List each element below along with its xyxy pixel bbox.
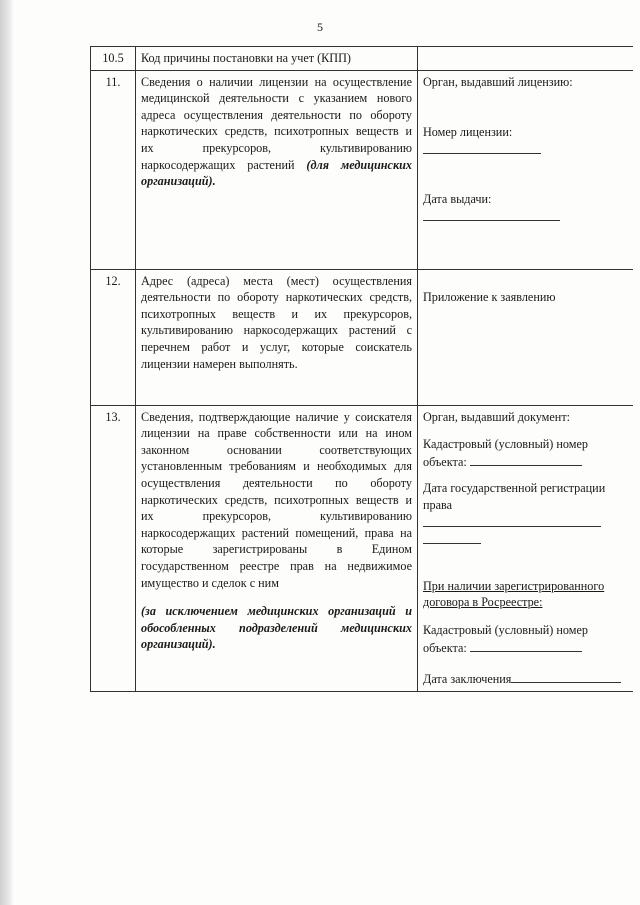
license-info-note: (для медицинских организаций). xyxy=(141,157,412,189)
row-value xyxy=(418,405,634,691)
conclusion-date-field[interactable] xyxy=(511,670,621,683)
license-info-text: Сведения о наличии лицензии на осуществление медицинской деятельности с указанием нового адреса осуществления деятельности по обороту наркотических средств, психотропных веществ и их прекурсоров, культивированию наркосодержащих растений xyxy=(141,74,412,172)
row-description: Код причины постановки на учет (КПП) xyxy=(136,47,418,71)
cadastral-number-label: Кадастровый (условный) номер объекта: xyxy=(423,437,589,469)
row-number: 10.5 xyxy=(91,47,136,71)
issue-date-label: Дата выдачи: xyxy=(423,192,492,207)
row-description xyxy=(136,70,418,269)
premises-info-note: (за исключением медицинских организаций и обособленных подразделений медицинских организаций). xyxy=(141,604,412,652)
table-row xyxy=(91,405,634,691)
registration-date-label: Дата государственной регистрации права xyxy=(423,481,606,512)
page-number: 5 xyxy=(317,20,323,34)
row-value xyxy=(418,70,634,269)
contract-cadastral-label: Кадастровый (условный) номер объекта: xyxy=(423,622,589,655)
document-issuer-label: Орган, выдавший документ: xyxy=(423,409,571,424)
issue-date-field[interactable] xyxy=(423,208,560,221)
table-row xyxy=(91,269,634,405)
row-description xyxy=(136,405,418,691)
license-issuer-label: Орган, выдавший лицензию: xyxy=(423,74,573,89)
contract-cadastral-field[interactable] xyxy=(470,639,582,652)
license-number-field[interactable] xyxy=(423,141,541,154)
registration-date-field-cont[interactable] xyxy=(423,531,481,544)
registration-date-field[interactable] xyxy=(423,514,601,527)
cadastral-number-field[interactable] xyxy=(470,453,582,466)
row-number: 11. xyxy=(91,70,136,269)
row-value xyxy=(418,269,634,405)
premises-info-text: Сведения, подтверждающие наличие у соискателя лицензии на праве собственности или на ином законном основании соответствующих установленным требованиям и необходимых для осуществления деятельности по обороту наркотических средств, психотропных веществ и их прекурсоров, культивированию наркосодержащих растений помещений, права на которые зарегистрированы в Едином государственном реестре прав на недвижимое имущество и сделок с ним xyxy=(141,409,412,590)
table-row xyxy=(91,70,634,269)
row-number: 13. xyxy=(91,405,136,691)
row-value xyxy=(418,47,634,71)
appendix-text: Приложение к заявлению xyxy=(423,289,556,304)
license-number-label: Номер лицензии: xyxy=(423,125,513,140)
scan-edge xyxy=(0,0,14,905)
conclusion-date-label: Дата заключения xyxy=(423,672,512,687)
application-form-table xyxy=(90,46,633,692)
row-description: Адрес (адреса) места (мест) осуществления деятельности по обороту наркотических средств, психотропных веществ и их прекурсоров, культивированию наркосодержащих растений с перечнем работ и услуг, которые соискатель лицензии намерен выполнять. xyxy=(136,269,418,405)
row-number: 12. xyxy=(91,269,136,405)
rosreestr-heading: При наличии зарегистрированного договора в Росреестре: xyxy=(423,578,605,610)
table-row xyxy=(91,47,634,71)
